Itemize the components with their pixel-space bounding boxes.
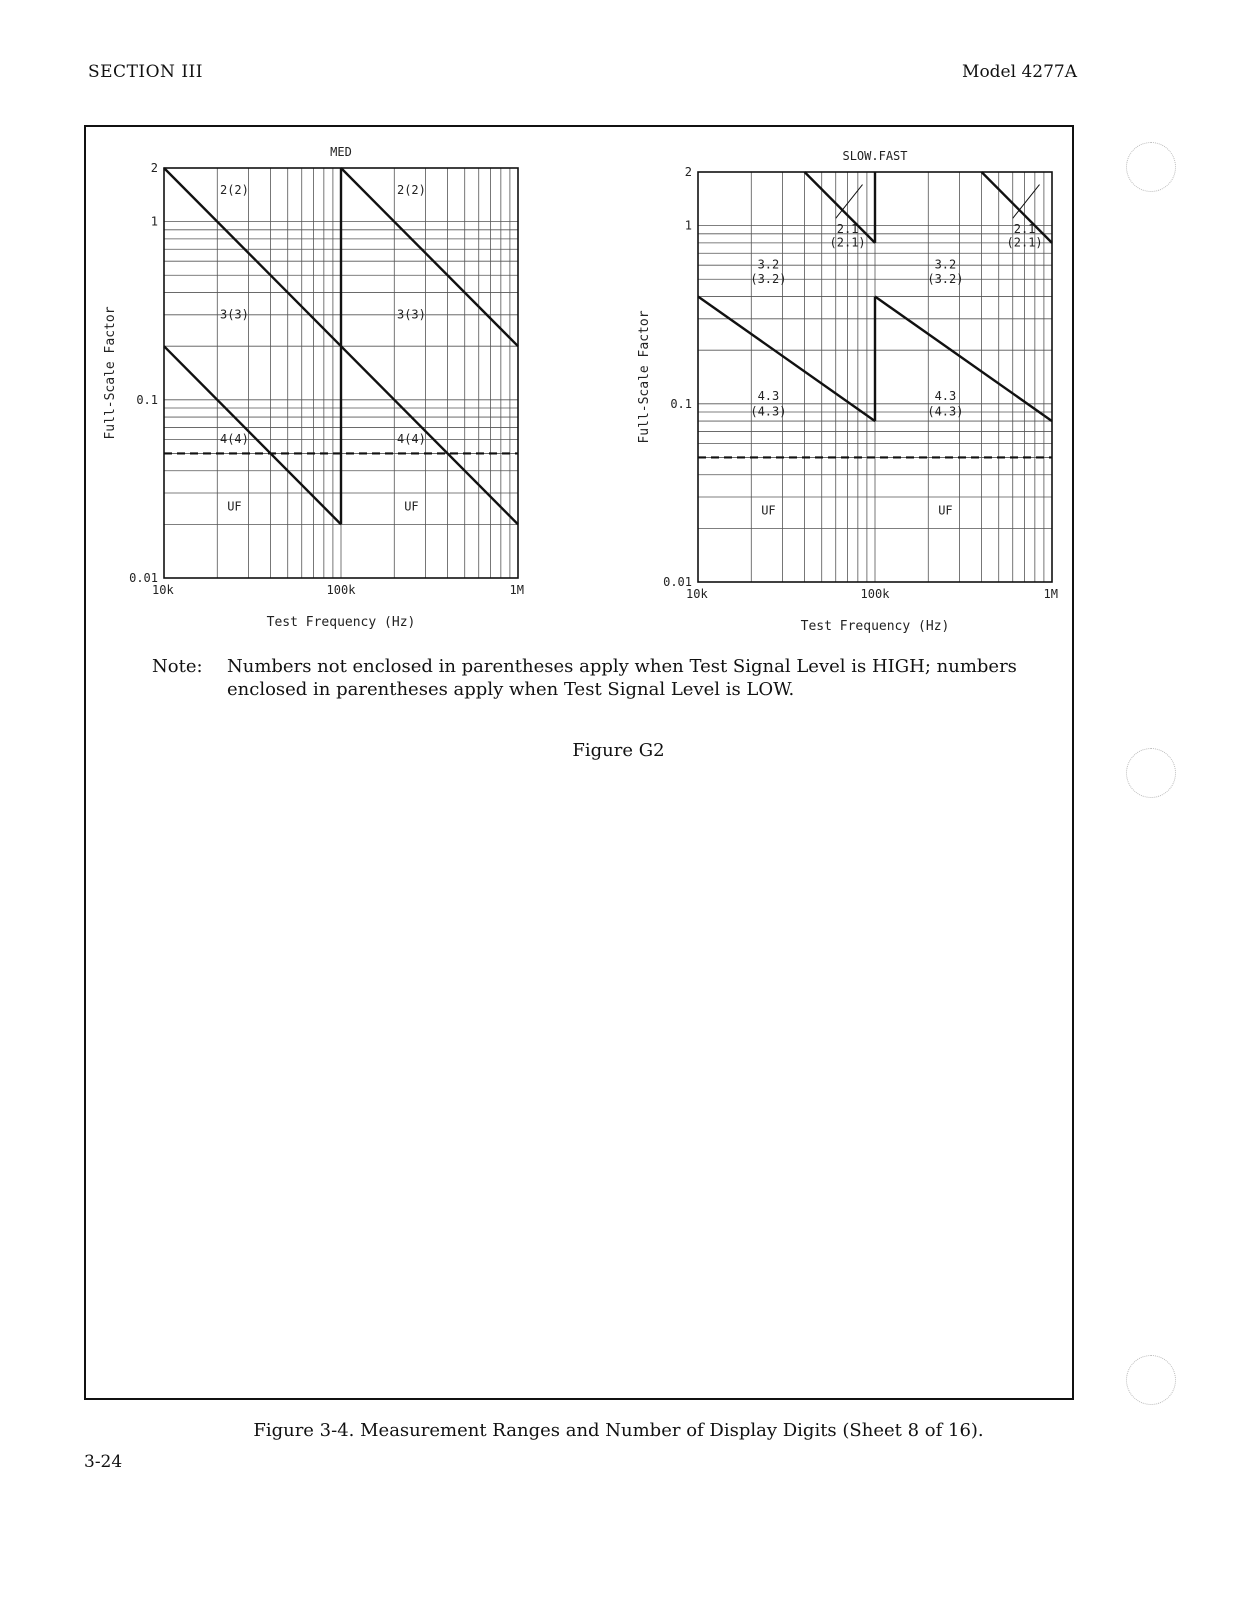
range-boundary-line	[164, 168, 341, 346]
page-number: 3-24	[84, 1452, 123, 1472]
region-label: UF	[404, 499, 419, 514]
note-text: Numbers not enclosed in parentheses apply when Test Signal Level is HIGH; numbers enclosed in parentheses apply when Test Signal Level is LOW.	[227, 656, 1017, 700]
region-label: 4(4)	[219, 431, 249, 446]
label-pointer-line	[836, 185, 863, 219]
x-axis-label: Test Frequency (Hz)	[800, 619, 950, 634]
y-tick-label: 1	[684, 218, 692, 233]
figure-label: Figure G2	[572, 740, 665, 761]
y-tick-label: 1	[150, 214, 158, 229]
y-tick-label: 0.01	[663, 575, 692, 589]
range-boundary-line	[341, 346, 518, 524]
region-label: (4.3)	[927, 404, 964, 419]
region-label: 2(2)	[396, 182, 426, 197]
label-pointer-line	[1013, 185, 1040, 219]
y-axis-label: Full-Scale Factor	[637, 310, 652, 444]
region-label: 2.1	[1013, 222, 1036, 237]
region-label: 4.3	[934, 388, 957, 403]
region-label: 2.1	[836, 222, 859, 237]
chart-title: SLOW.FAST	[842, 149, 908, 163]
range-boundary-line	[875, 297, 1052, 422]
range-boundary-line	[164, 346, 341, 524]
x-axis-label: Test Frequency (Hz)	[266, 615, 416, 630]
section-header: SECTION III	[88, 62, 203, 82]
region-label: 4.3	[757, 388, 780, 403]
x-tick-label: 1M	[1043, 587, 1058, 601]
region-label: 2(2)	[219, 182, 249, 197]
region-label: 3.2	[934, 257, 957, 272]
region-label: UF	[938, 503, 953, 518]
y-axis-label: Full-Scale Factor	[103, 306, 118, 440]
region-label: (2.1)	[1006, 235, 1043, 250]
region-label: 3(3)	[219, 307, 249, 322]
region-label: 3(3)	[396, 307, 426, 322]
y-tick-label: 0.1	[136, 392, 158, 407]
figure-caption: Figure 3-4. Measurement Ranges and Number of Display Digits (Sheet 8 of 16).	[253, 1420, 984, 1441]
region-label: (3.2)	[927, 271, 964, 286]
region-label: (2.1)	[829, 235, 866, 250]
x-tick-label: 100k	[326, 583, 356, 597]
chart-2	[698, 172, 1052, 582]
region-label: (4.3)	[750, 404, 787, 419]
x-tick-label: 1M	[509, 583, 524, 597]
range-boundary-line	[341, 168, 518, 346]
y-tick-label: 0.01	[129, 571, 158, 585]
chart-1	[164, 168, 518, 578]
region-label: 4(4)	[396, 431, 426, 446]
region-label: UF	[227, 499, 242, 514]
x-tick-label: 10k	[686, 587, 708, 601]
region-label: (3.2)	[750, 271, 787, 286]
region-label: UF	[761, 503, 776, 518]
x-tick-label: 100k	[860, 587, 890, 601]
x-tick-label: 10k	[152, 583, 174, 597]
region-label: 3.2	[757, 257, 780, 272]
note-label: Note:	[152, 656, 203, 677]
y-tick-label: 2	[684, 165, 692, 179]
chart-title: MED	[330, 145, 352, 159]
y-tick-label: 0.1	[670, 396, 692, 411]
model-header: Model 4277A	[962, 62, 1077, 82]
y-tick-label: 2	[150, 161, 158, 175]
range-boundary-line	[698, 297, 875, 422]
